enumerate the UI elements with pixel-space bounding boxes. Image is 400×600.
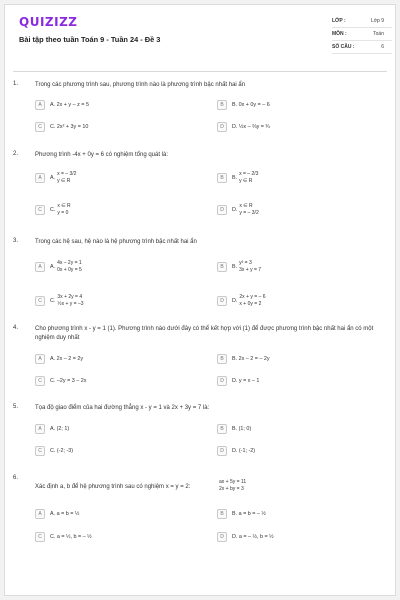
equation-line: ax + 5y = 11 [219,479,247,485]
question-number: 6. [13,475,19,481]
question-number: 1. [13,81,19,87]
meta-value: 6 [381,44,384,50]
option-d[interactable] [217,122,270,132]
option-letter: A [35,509,45,519]
option-letter: B [217,100,227,110]
meta-label: MÔN : [332,31,347,37]
question-text: Trong các hệ sau, hệ nào là hệ phương trình bậc nhất hai ẩn [35,239,197,245]
option-c[interactable] [35,294,84,308]
option-text: C. –2y = 3 – 2x [50,378,87,384]
option-text: A. 4x – 2y = 1 0x + 0y = 5 [50,260,82,273]
option-text: A. 2x + y – z = 5 [50,102,89,108]
option-text: A. 2x – 2 = 2y [50,356,84,362]
option-a[interactable] [35,171,76,185]
option-c[interactable] [35,446,73,456]
option-text: B. (1; 0) [232,426,252,432]
option-letter: C [35,296,45,306]
option-a[interactable] [35,424,69,434]
question-text: Tọa độ giao điểm của hai đường thẳng x - y = 1 và 2x + 3y = 7 là: [35,405,210,411]
option-text: D. 2x + y = – 6 x + 0y = 2 [232,294,266,307]
meta-label: SỐ CÂU : [332,44,355,50]
question-number: 2. [13,151,19,157]
option-d[interactable] [217,376,259,386]
option-text: D. (-1; -2) [232,448,256,454]
option-b[interactable] [217,354,270,364]
option-text: B. 0x + 0y = – 6 [232,102,270,108]
option-letter: D [217,205,227,215]
option-text: D. y = x – 1 [232,378,260,384]
meta-value: Lớp 9 [370,18,384,24]
question-number: 4. [13,325,19,331]
option-b[interactable] [217,509,266,519]
meta-row-class [332,15,392,28]
option-letter: B [217,354,227,364]
option-a[interactable] [35,100,89,110]
option-letter: B [217,424,227,434]
option-a[interactable] [35,354,83,364]
meta-info-box [332,15,392,54]
option-text: D. ½x – ⅔y = ¾ [232,124,270,130]
option-b[interactable] [217,260,261,274]
option-c[interactable] [35,376,86,386]
header-divider [13,71,387,72]
meta-row-subject [332,28,392,41]
option-letter: D [217,122,227,132]
option-letter: B [217,262,227,272]
option-b[interactable] [217,171,258,185]
option-letter: B [217,509,227,519]
option-letter: D [217,532,227,542]
option-text: B. x = – 2/3 y ∈ R [232,171,259,184]
option-d[interactable] [217,532,274,542]
option-d[interactable] [217,294,266,308]
equation-system [219,479,246,493]
option-letter: A [35,424,45,434]
option-letter: C [35,376,45,386]
option-letter: C [35,205,45,215]
question-text: Cho phương trình x - y = 1 (1). Phương trình nào dưới đây có thể kết hợp với (1) để được phương trình bậc nhất hai ẩn có một nghiệm duy nhất [35,326,374,341]
option-text: B. 2x – 2 = – 2y [232,356,270,362]
question-text: Trong các phương trình sau, phương trình nào là phương trình bậc nhất hai ẩn [35,82,246,88]
option-letter: D [217,296,227,306]
question-text: Phương trình -4x + 0y = 6 có nghiệm tổng quát là: [35,152,169,158]
option-a[interactable] [35,260,82,274]
meta-label: LỚP : [332,18,346,24]
option-letter: A [35,100,45,110]
option-d[interactable] [217,203,259,217]
option-c[interactable] [35,203,71,217]
option-letter: A [35,262,45,272]
option-text: C. x ∈ R y = 0 [50,203,71,216]
option-d[interactable] [217,446,255,456]
option-letter: B [217,173,227,183]
meta-value: Toán [373,31,384,37]
quizizz-logo: QUIZIZZ [19,15,78,29]
option-letter: A [35,354,45,364]
option-a[interactable] [35,509,79,519]
option-text: D. x ∈ R y = – 3/2 [232,203,259,216]
option-c[interactable] [35,532,92,542]
question-number: 3. [13,238,19,244]
option-text: C. (-2; -3) [50,448,74,454]
option-text: C. 2x² + 3y = 10 [50,124,89,130]
option-text: A. (2; 1) [50,426,70,432]
option-text: B. a = b = – ½ [232,511,266,517]
option-text: C. a = ½, b = – ½ [50,534,92,540]
option-text: A. a = b = ½ [50,511,80,517]
option-b[interactable] [217,100,270,110]
meta-row-question-count [332,41,392,54]
option-text: A. x = – 3/2 y ∈ R [50,171,77,184]
option-letter: A [35,173,45,183]
question-number: 5. [13,404,19,410]
option-letter: C [35,532,45,542]
question-text: Xác định a, b để hệ phương trình sau có nghiệm x = y = 2: [35,484,191,490]
option-text: C. 3x + 2y = 4 ½x + y = –3 [50,294,84,307]
option-c[interactable] [35,122,88,132]
option-letter: C [35,122,45,132]
option-letter: D [217,446,227,456]
page-title: Bài tập theo tuần Toán 9 - Tuần 24 - Đề 3 [19,35,161,44]
option-text: D. a = – ½, b = ½ [232,534,274,540]
option-letter: D [217,376,227,386]
equation-line: 2x + by = 3 [219,486,244,492]
option-text: B. y² = 3 3x + y = 7 [232,260,262,273]
worksheet-page [4,4,396,596]
option-b[interactable] [217,424,251,434]
option-letter: C [35,446,45,456]
